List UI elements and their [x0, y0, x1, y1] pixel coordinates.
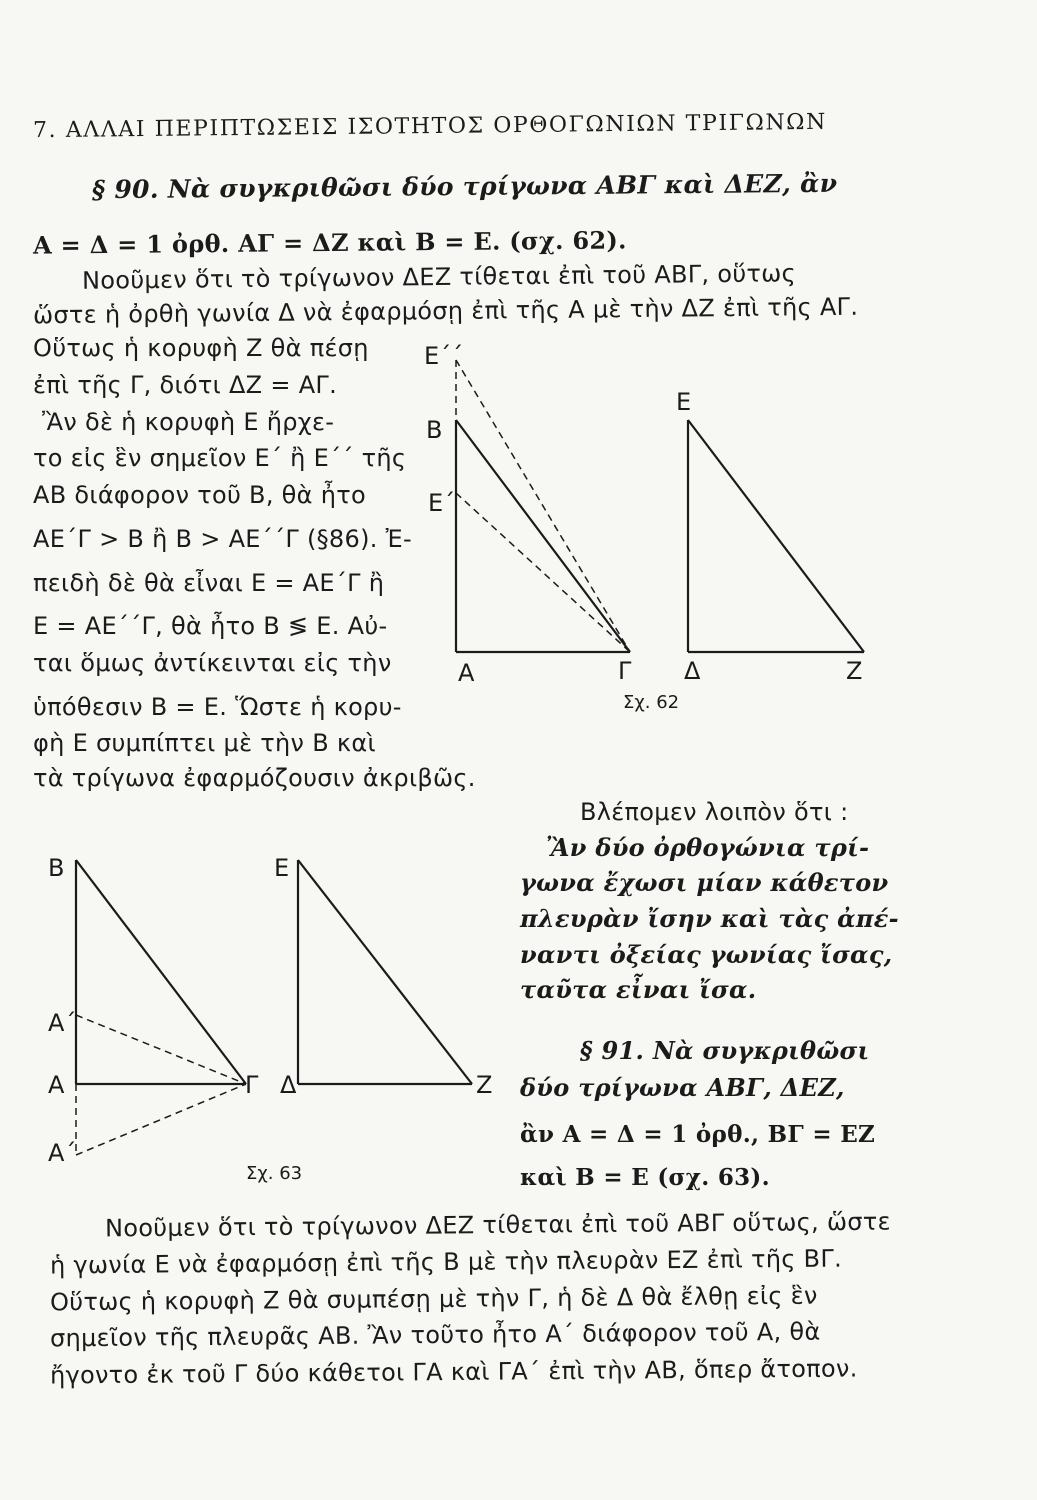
fig62-label-b: Β	[426, 416, 443, 444]
fig62-label-z: Ζ	[846, 657, 863, 685]
s91-title-line1: § 91. Νὰ συγκριθῶσι	[580, 1036, 870, 1065]
s91-title-line2: δύο τρίγωνα ΑΒΓ, ΔΕΖ,	[520, 1073, 845, 1102]
conclusion-line: πλευρὰν ἴσην καὶ τὰς ἀπέ-	[520, 904, 899, 933]
fig63-label-g: Γ	[245, 1071, 259, 1099]
s90-title-line2: Α = Δ = 1 ὀρθ. ΑΓ = ΔΖ καὶ Β = Ε. (σχ. 62).	[32, 225, 627, 260]
fig62-label-a: Α	[458, 659, 475, 687]
s91-body-line: σημεῖον τῆς πλευρᾶς ΑΒ. Ἂν τοῦτο ἦτο Α΄ διάφορον τοῦ Α, θὰ	[49, 1317, 821, 1353]
s90-body-line: Νοοῦμεν ὅτι τὸ τρίγωνον ΔΕΖ τίθεται ἐπὶ τοῦ ΑΒΓ, οὕτως	[81, 259, 797, 295]
s90-body-line: πειδὴ δὲ θὰ εἶναι Ε = ΑΕ΄Γ ἢ	[33, 569, 385, 597]
s90-body-line: το εἰς ἓν σημεῖον Ε΄ ἢ Ε΄΄ τῆς	[33, 444, 407, 472]
fig63-label-a: Α	[48, 1071, 65, 1099]
s90-body-line: ΑΒ διάφορον τοῦ Β, θὰ ἦτο	[33, 481, 366, 509]
s90-body-line: ἐπὶ τῆς Γ, διότι ΔΖ = ΑΓ.	[33, 371, 338, 399]
conclusion-intro: Βλέπομεν λοιπὸν ὅτι :	[580, 798, 849, 826]
s91-body-line: ἡ γωνία Ε νὰ ἐφαρμόσῃ ἐπὶ τῆς Β μὲ τὴν πλευρὰν ΕΖ ἐπὶ τῆς ΒΓ.	[49, 1244, 843, 1280]
fig62-label-d: Δ	[684, 657, 701, 685]
fig63-label-a2: Α΄	[48, 1139, 77, 1167]
s91-title-line4: καὶ Β = Ε (σχ. 63).	[520, 1164, 770, 1191]
s90-body-line: Ἂν δὲ ἡ κορυφὴ Ε ἤρχε-	[42, 408, 335, 436]
conclusion-line: ταῦτα εἶναι ἴσα.	[520, 975, 757, 1004]
fig62-label-e: Ε	[676, 388, 692, 416]
fig63-triangle-dez	[298, 860, 472, 1084]
s90-body-line: ΑΕ΄Γ > Β ἢ Β > ΑΕ΄΄Γ (§86). Ἐ-	[33, 525, 412, 553]
conclusion-line: ναντι ὀξείας γωνίας ἴσας,	[520, 940, 893, 969]
s90-body-line: Οὕτως ἡ κορυφὴ Ζ θὰ πέσῃ	[33, 334, 369, 362]
fig63-label-e: Ε	[274, 854, 290, 882]
s90-title-line1: § 90. Νὰ συγκριθῶσι δύο τρίγωνα ΑΒΓ καὶ ΔΕΖ, ἂν	[91, 168, 838, 205]
s91-body-line: Οὕτως ἡ κορυφὴ Ζ θὰ συμπέσῃ μὲ τὴν Γ, ἡ δὲ Δ θὰ ἔλθῃ εἰς ἓν	[49, 1281, 818, 1317]
fig63-triangle-abg	[76, 860, 246, 1084]
fig63-label-z: Ζ	[476, 1071, 493, 1099]
fig62-label-g: Γ	[618, 657, 632, 685]
fig63-caption: Σχ. 63	[246, 1163, 303, 1184]
section-heading: 7. ΑΛΛΑΙ ΠΕΡΙΠΤΩΣΕΙΣ ΙΣΟΤΗΤΟΣ ΟΡΘΟΓΩΝΙΩΝ ΤΡΙΓΩΝΩΝ	[32, 109, 828, 144]
s90-body-line: ὑπόθεσιν Β = Ε. Ὥστε ἡ κορυ-	[33, 693, 402, 721]
s90-body-line: φὴ Ε συμπίπτει μὲ τὴν Β καὶ	[33, 729, 376, 757]
s90-body-line: ὥστε ἡ ὀρθὴ γωνία Δ νὰ ἐφαρμόσῃ ἐπὶ τῆς Α μὲ τὴν ΔΖ ἐπὶ τῆς ΑΓ.	[32, 292, 859, 330]
conclusion-line: Ἂν δύο ὀρθογώνια τρί-	[546, 833, 870, 862]
fig62-label-e2: Ε΄΄	[424, 342, 464, 370]
fig63-label-b: Β	[48, 854, 65, 882]
fig63-label-a1: Α΄	[48, 1009, 77, 1037]
s91-body-line: ἤγοντο ἐκ τοῦ Γ δύο κάθετοι ΓΑ καὶ ΓΑ΄ ἐπὶ τὴν ΑΒ, ὅπερ ἄτοπον.	[49, 1354, 858, 1390]
s90-body-line: τὰ τρίγωνα ἐφαρμόζουσιν ἀκριβῶς.	[33, 764, 476, 792]
s90-body-line: ται ὅμως ἀντίκεινται εἰς τὴν	[33, 649, 392, 677]
s91-body-line: Νοοῦμεν ὅτι τὸ τρίγωνον ΔΕΖ τίθεται ἐπὶ τοῦ ΑΒΓ οὕτως, ὥστε	[104, 1207, 891, 1243]
fig62-label-e1: Ε΄	[428, 489, 456, 517]
fig63-label-d: Δ	[280, 1071, 297, 1099]
fig62-caption: Σχ. 62	[623, 692, 680, 713]
s90-body-line: Ε = ΑΕ΄΄Γ, θὰ ἦτο Β ≶ Ε. Αὐ-	[33, 612, 388, 640]
conclusion-line: γωνα ἔχωσι μίαν κάθετον	[520, 868, 889, 897]
s91-title-line3: ἂν Α = Δ = 1 ὀρθ., ΒΓ = ΕΖ	[520, 1121, 876, 1148]
